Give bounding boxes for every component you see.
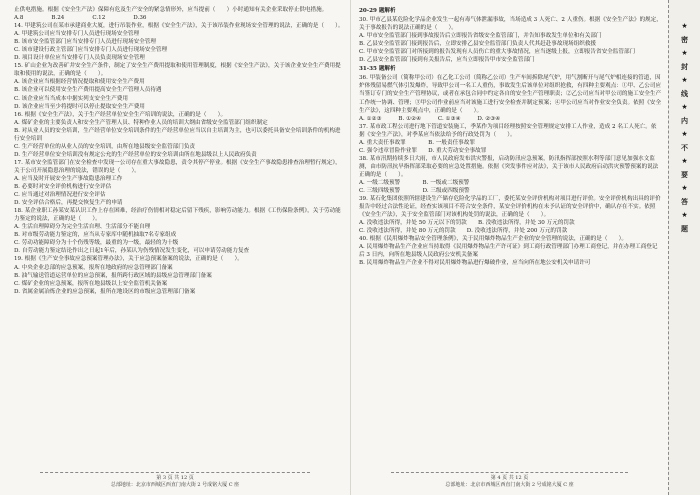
right-line: 40. 根据《民用爆炸物品安全管理条例》，关于民用爆炸物品生产企业的安全管理的说法，正确的是（ ）。 — [359, 236, 627, 243]
binding-star-icon: ★ — [681, 130, 688, 138]
left-line: C. 生产经营单位的从业人员的安全培训，由所在地县级安全监管部门负责 — [14, 143, 196, 150]
right-line: B. 民用爆炸物品生产企业不得对民用爆炸物品进行爆破作业，应当向所在地公安机关申请许可 — [359, 260, 591, 267]
binding-char: 线 — [681, 89, 688, 98]
left-line: D. 该企业应当至少将提时可以停止提取安全生产费用 — [14, 103, 145, 110]
right-line: 39. 某石化集团依照所辖建设生产储存危险化学品的工厂，委托某安全评价机构对项目进行评价。安全评价机构出具的评价报告中经过合法性论证，经查实该项目不符合安全条件，某安全评价机构在未予认证的安全评价中，确认存在不实。依照《安全生产法》，关于安全监管部门对该机构处罚的说法，正确的是（ ）。 — [359, 196, 661, 219]
left-line: D. 省属金属冶炼企业的应急预案，报所在地设区的市级应急管理部门备案 — [14, 288, 196, 295]
left-line: 16. 根据《安全生产法》，关于生产经营单位安全生产培训的说法，正确的是（ ）。 — [14, 111, 227, 118]
right-line: A. 甲市安全监管部门接到事故报告后立即报告省级安全监管部门，并告知事故发生单位和有关部门 — [359, 33, 602, 40]
left-line: A. 生活自理障碍分为完全生活自理、生活部分不能自理 — [14, 224, 151, 231]
left-line: 19. 根据《生产安全事故应急预案管理办法》，关于应急预案备案的说法，正确的是（ ）。 — [14, 256, 243, 263]
binding-char: 密 — [681, 35, 688, 44]
left-line: C. 应当通过对治理情况进行安全评估 — [14, 192, 106, 199]
right-line: C. 三级四级预警 D. 三级或四级预警 — [359, 188, 470, 195]
right-line: A. 民用爆炸物品生产企业应当持取得《民用爆炸物品生产许可证》到工商行政管理部门办理工商登记，并在办理工商登记后 3 日内，向所在地县级人民政府公安机关备案 — [359, 244, 658, 259]
left-line: D. 自劳动能力鉴定结论作出之日起1年后，孙某认为伤残情况发生变化，可以申请劳动能力复查 — [14, 248, 250, 255]
left-line: B. 对市级劳动能力鉴定的，应当从专家库中随机抽取7名专家组成 — [14, 232, 177, 239]
right-page-number: 第 4 页 共 12 页 — [490, 475, 529, 481]
binding-char: 题 — [681, 224, 688, 233]
left-line: 止供电措施。根据《安全生产法》保障有危及生产安全的紧急情形外，应当提前（ ）小时通知有关企业采取停止供电措施。 — [14, 7, 328, 13]
right-line: C. 强令违章冒险作业罪 D. 重大劳动安全事故罪 — [359, 147, 487, 154]
left-page-number: 第 3 页 共 12 页 — [156, 475, 194, 481]
left-line: B. 必要时对安全评价机构进行安全评估 — [14, 184, 112, 191]
left-line: D. 安全评估合格后，再提交恢复生产的申请 — [14, 200, 123, 207]
left-question-column — [14, 6, 344, 296]
left-line: A. 甲建筑公司应当安排专门人员进行现场安全管理 — [14, 31, 140, 38]
right-footer-address: 总部地址：北京市西城区西直门南大街 2 号成铭大厦 C 座 — [445, 482, 574, 488]
binding-star-icon: ★ — [681, 211, 688, 219]
left-line: B. 对从业人员的安全培训，生产经营单位安全培训条件的生产经营单位应当以自主培训为主，也可以委托具备安全培训条件的机构进行安全培训 — [14, 127, 341, 142]
left-line: D. 生产经营单位安全培训没有规定公允的生产经营单位的安全培训由所在地县级以上人民政府负责 — [14, 151, 257, 158]
binding-line-strip — [668, 0, 700, 495]
right-page — [350, 0, 668, 495]
left-line: B. 该市安全监管部门应当安排专门人员进行现场安全管理 — [14, 39, 156, 46]
right-line: 38. 某市汛期持续多日大雨，市人民政府发布洪灾警报，启动防汛应急预案，防汛指挥部按照水利等部门意见加强水文监测，由市防汛抗旱指挥部采取必要的应急处置措施。依据《突发事件应对法》，关于该市人民政府启动洪灾预警预案的说法正确的是（ ）。 — [359, 155, 659, 178]
binding-star-icon: ★ — [681, 76, 688, 84]
left-line: B. 该企业可以使用安全生产费用提高安全生产管理人员待遇 — [14, 87, 162, 94]
binding-char: 内 — [681, 116, 688, 125]
right-line: A. ①②③ B. ①②④ C. ①③④ D. ②③④ — [359, 115, 501, 122]
left-line: C. 劳动功能障碍分为十个伤残等级，最重的为一级，最轻的为十级 — [14, 240, 179, 247]
right-line: D. 乙县安全监管部门接到有关报告后，应当立即报告甲市安全监管部门 — [359, 57, 535, 64]
binding-star-icon: ★ — [681, 49, 688, 57]
left-line: A. 应当及时开展安全生产事故隐患治理工作 — [14, 175, 123, 182]
left-line: C. 煤矿企业的应急预案，报所在地县级以上安全监管机关备案 — [14, 280, 168, 287]
left-line: A. 煤矿企业的主要负责人和安全生产管理人员、特种作业人员的培训大纲由省级安全监管部门组织制定 — [14, 119, 268, 126]
right-line: B. 乙县安全监管部门接到报告后，立即安排乙县安全监管部门负责人代其赶赴事故现场组织救援 — [359, 41, 597, 48]
right-line: 20-29 题解析 — [359, 8, 396, 14]
binding-char: 答 — [681, 197, 688, 206]
left-line: A.8 B.24 C.12 D.36 — [14, 15, 147, 22]
right-line: A. 一级二级预警 B. 一级或二级预警 — [359, 179, 470, 186]
left-line: 14. 甲建筑公司在某市承建商业大厦，进行吊装作业，根据《安全生产法》，关于该吊装作业现场安全管理的说法，正确的是（ ）。 — [14, 23, 344, 30]
left-line: C. 该企业应当当成本中据实列支安全生产费用 — [14, 95, 128, 102]
binding-char: 不 — [681, 143, 688, 152]
left-line: 18. 某企业职工孙某安某认识工作上存在困难，经治疗伤情相对稳定后留下残疾，影响劳动能力。根据《工伤保险条例》，关于劳动能力鉴定的说法，正确的是（ ）。 — [14, 208, 341, 223]
right-line: 36. 甲装备公司（简称甲公司）在乙化工公司（简称乙公司）生产车间拆除尾气炉，用气割断开与尾气炉相连接的管道，因炉体残留易燃气体引发爆炸，导致甲公司一名工人重伤，事故发生后该单位对组织抢救，有四种主要观点：①甲、乙公司应当签订专门的安全生产管理协议，或者在承包合同中约定各自的安全生产管理职责；②乙公司应当对甲公司的施工安全生产工作统一协调、管理；③甲公司作业前应当对该施工进行安全检查并制定预案；④甲公司应当对作业安全负责。依照《安全生产法》，这四种主要观点中，正确的是（ ）。 — [359, 75, 662, 114]
left-line: B. 油气输送管道运营单位的应急预案，报所跨行政区域的县级应急管理部门备案 — [14, 272, 212, 279]
right-line: A. 重大责任事故罪 B. 一般责任事故罪 — [359, 139, 475, 146]
left-line: 17. 某市安全监管部门在安全检查中发现一公司存在重大事故隐患，责令其停产停业。根据《安全生产事故隐患排查治理暂行规定》，关于公司开展隐患治理的说法，错误的是（ ）。 — [14, 159, 341, 174]
binding-star-icon: ★ — [681, 22, 688, 30]
left-line: A. 中央企业总部的应急预案，报所在地政府的应急管理部门备案 — [14, 264, 173, 271]
left-footer-address: 总部地址：北京市西城区西直门南大街 2 号成铭大厦 C 座 — [110, 482, 240, 488]
left-line: A. 该企业应当根据经营情况提取和使用安全生产费用 — [14, 79, 145, 86]
left-line: D. 项目设计单位应当安排专门人员负责现场安全管理 — [14, 55, 145, 62]
binding-star-icon: ★ — [681, 103, 688, 111]
left-line: C. 该市建设行政主管部门应当安排专门人员进行现场安全管理 — [14, 47, 168, 54]
binding-star-icon: ★ — [681, 157, 688, 165]
binding-char: 封 — [681, 62, 688, 71]
right-line: C. 甲市安全监管部门对所接到的报告发现有人员伤亡的重大事故情况，应当逐级上报，立即报告省安全监管部门 — [359, 49, 636, 56]
right-line: 31-35 题解析 — [359, 66, 396, 73]
right-line: A. 没收违法所得，并处 50 万元以下的罚款 B. 没收违法所得，并处 30 万元的罚款 — [359, 220, 575, 227]
binding-star-icon: ★ — [681, 184, 688, 192]
right-line: 30. 甲市乙县某危险化学品企业发生一起有毒气体泄漏事故，当场造成 3 人死亡、2 人重伤。根据《安全生产法》的规定，关于事故报告的说法正确的是（ ）。 — [359, 17, 662, 32]
right-question-column — [359, 7, 662, 268]
binding-char: 要 — [681, 170, 688, 179]
right-line: 37. 某市政工程公司进行地下管道安装施工，季某作为项目经理按照安全管理规定安排工人作业，造成 2 名工人死亡。依据《安全生产法》，对季某应当依法给予的行政处罚为（ ）。 — [359, 123, 657, 138]
left-footer — [0, 472, 350, 489]
right-footer — [351, 472, 668, 489]
left-line: 15. 矿山企业为改善矿井安全生产条件，制定了安全生产费用提取和使用管理制度，根据《安全生产法》，关于该企业安全生产费用提取和使用的说法，正确的是（ ）。 — [14, 63, 341, 78]
right-line: C. 没收违法所得，并处 80 万元的罚款 D. 没收违法所得，并处 200 万元的罚款 — [359, 228, 568, 235]
